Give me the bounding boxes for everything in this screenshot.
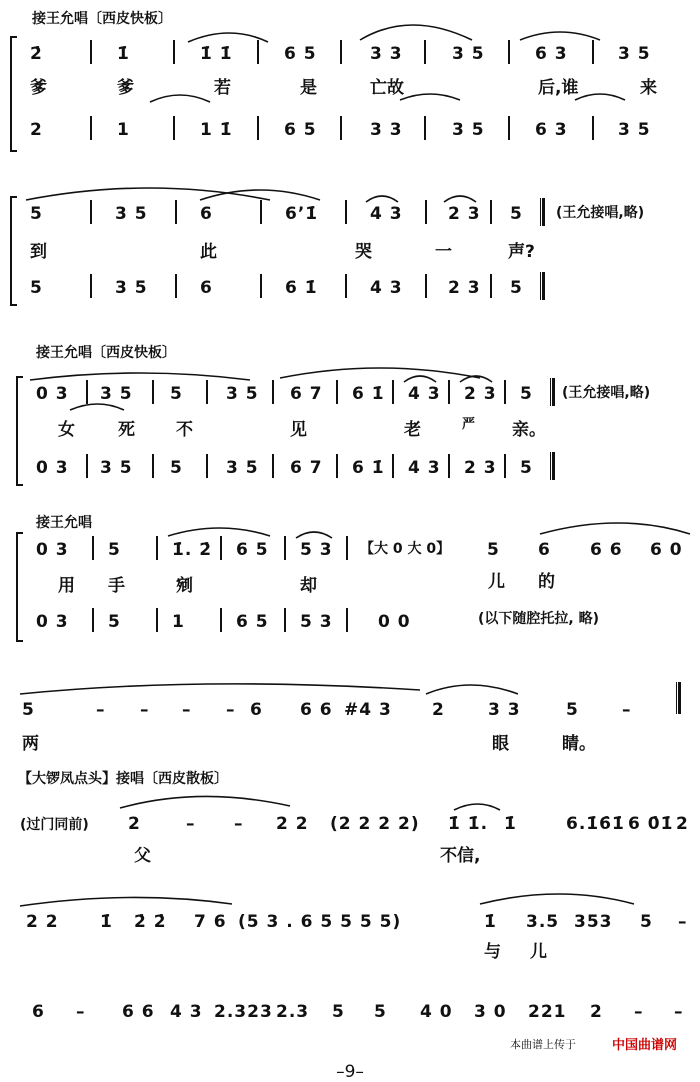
section-3-label: 接王允唱〔西皮快板〕 bbox=[36, 345, 176, 361]
section-3-note: (王允接唱,略) bbox=[562, 385, 651, 401]
section-4-note: (以下随腔托拉, 略) bbox=[478, 611, 599, 627]
section-4-label: 接王允唱 bbox=[36, 515, 92, 531]
section-6-prefix: (过门同前) bbox=[20, 817, 89, 833]
upload-notice: 本曲谱上传于 bbox=[510, 1038, 576, 1051]
section-2-note: (王允接唱,略) bbox=[556, 205, 645, 221]
page-number: –9– bbox=[336, 1062, 364, 1082]
site-logo: 中国曲谱网 bbox=[612, 1038, 678, 1053]
section-1-label: 接王允唱〔西皮快板〕 bbox=[32, 11, 172, 27]
section-6-label: 【大锣凤点头】接唱〔西皮散板〕 bbox=[18, 771, 228, 787]
